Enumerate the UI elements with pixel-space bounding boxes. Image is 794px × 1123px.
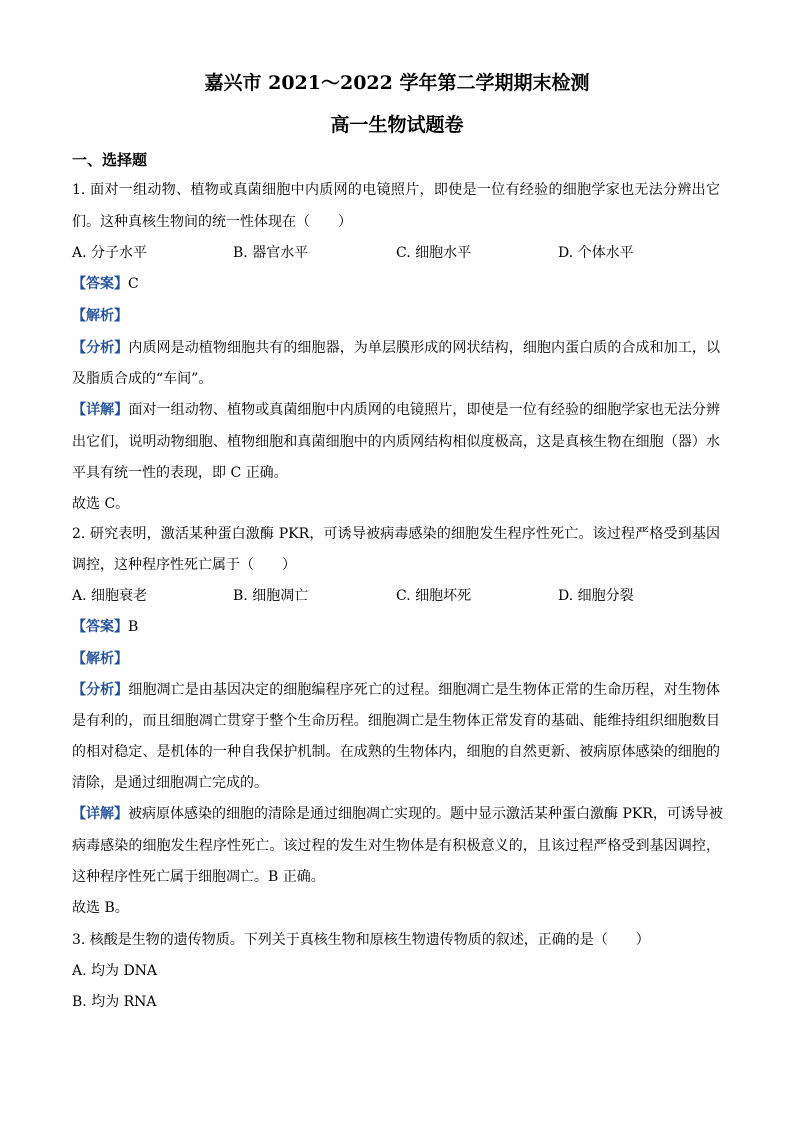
section-heading: 一、选择题 [72, 151, 148, 169]
q2-analysis-text-1: 细胞凋亡是由基因决定的细胞编程序死亡的过程。细胞凋亡是生物体正常的生命历程，对生物体 [128, 682, 721, 698]
answer-label: 【答案】 [72, 276, 128, 292]
q3-stem: 3. 核酸是生物的遗传物质。下列关于真核生物和原核生物遗传物质的叙述，正确的是（ ） [72, 932, 650, 948]
xiangjie-label: 【详解】 [72, 402, 129, 418]
q1-stem-line-1: 1. 面对一组动物、植物或真菌细胞中内质网的电镜照片，即使是一位有经验的细胞学家也无法分辨出它 [72, 182, 720, 198]
fenxi-label: 【分析】 [72, 340, 129, 356]
q1-option-a: A. 分子水平 [72, 245, 148, 261]
xiangjie-label: 【详解】 [72, 806, 128, 822]
q1-jiexi [72, 306, 128, 326]
q2-detail-line-1 [72, 804, 723, 824]
q2-detail-text-1: 被病原体感染的细胞的清除是通过细胞凋亡实现的。题中显示激活某种蛋白激酶 PKR，可诱导被 [128, 806, 723, 822]
q2-detail-line-3: 这种程序性死亡属于细胞凋亡。B 正确。 [72, 869, 325, 885]
q2-option-c: C. 细胞坏死 [396, 588, 472, 604]
q1-detail-text-1: 面对一组动物、植物或真菌细胞中内质网的电镜照片，即使是一位有经验的细胞学家也无法分辨 [128, 402, 721, 418]
q2-option-b: B. 细胞凋亡 [233, 588, 309, 604]
q2-answer-value: B [128, 619, 139, 635]
q3-option-a: A. 均为 DNA [72, 963, 158, 979]
exam-title: 嘉兴市 2021～2022 学年第二学期期末检测 [204, 72, 590, 94]
answer-label: 【答案】 [72, 619, 128, 635]
q2-analysis-line-3: 的相对稳定、是机体的一种自我保护机制。在成熟的生物体内，细胞的自然更新、被病原体感染的细胞的 [72, 744, 720, 760]
q2-option-a: A. 细胞衰老 [72, 588, 148, 604]
q1-analysis-line-2: 及脂质合成的“车间”。 [72, 371, 213, 387]
q2-jiexi [72, 649, 128, 669]
q2-analysis-line-2: 是有利的，而且细胞凋亡贯穿于整个生命历程。细胞凋亡是生物体正常发育的基础、能维持组织细胞数目 [72, 713, 720, 729]
q1-option-b: B. 器官水平 [233, 245, 309, 261]
q3-option-b: B. 均为 RNA [72, 994, 157, 1010]
q2-stem-line-1: 2. 研究表明，激活某种蛋白激酶 PKR，可诱导被病毒感染的细胞发生程序性死亡。该过程严格受到基因 [72, 526, 720, 542]
q1-detail-line-2: 出它们，说明动物细胞、植物细胞和真菌细胞中的内质网结构相似度极高，这是真核生物在细胞（器）水 [72, 434, 720, 450]
q1-analysis-line-1 [72, 338, 720, 358]
q2-analysis-line-1 [72, 680, 720, 700]
q1-option-d: D. 个体水平 [558, 245, 634, 261]
q1-answer [72, 274, 139, 294]
exam-subtitle: 高一生物试题卷 [330, 114, 464, 136]
q1-detail-line-1 [72, 400, 720, 420]
q2-option-d: D. 细胞分裂 [558, 588, 634, 604]
q1-stem-line-2: 们。这种真核生物间的统一性体现在（ ） [72, 214, 352, 230]
fenxi-label: 【分析】 [72, 682, 129, 698]
jiexi-label: 【解析】 [72, 308, 128, 324]
q2-analysis-line-4: 清除，是通过细胞凋亡完成的。 [72, 775, 268, 791]
q1-answer-value: C [128, 276, 139, 292]
q2-stem-line-2: 调控，这种程序性死亡属于（ ） [72, 557, 296, 573]
q2-conclusion: 故选 B。 [72, 900, 129, 916]
q1-conclusion: 故选 C。 [72, 496, 130, 512]
q1-option-c: C. 细胞水平 [396, 245, 472, 261]
q2-answer [72, 617, 138, 637]
q2-detail-line-2: 病毒感染的细胞发生程序性死亡。该过程的发生对生物体是有积极意义的，且该过程严格受到基因调控， [72, 838, 720, 854]
q1-detail-line-3: 平具有统一性的表现，即 C 正确。 [72, 465, 288, 481]
q1-analysis-text-1: 内质网是动植物细胞共有的细胞器，为单层膜形成的网状结构，细胞内蛋白质的合成和加工，以 [128, 340, 721, 356]
jiexi-label: 【解析】 [72, 651, 128, 667]
